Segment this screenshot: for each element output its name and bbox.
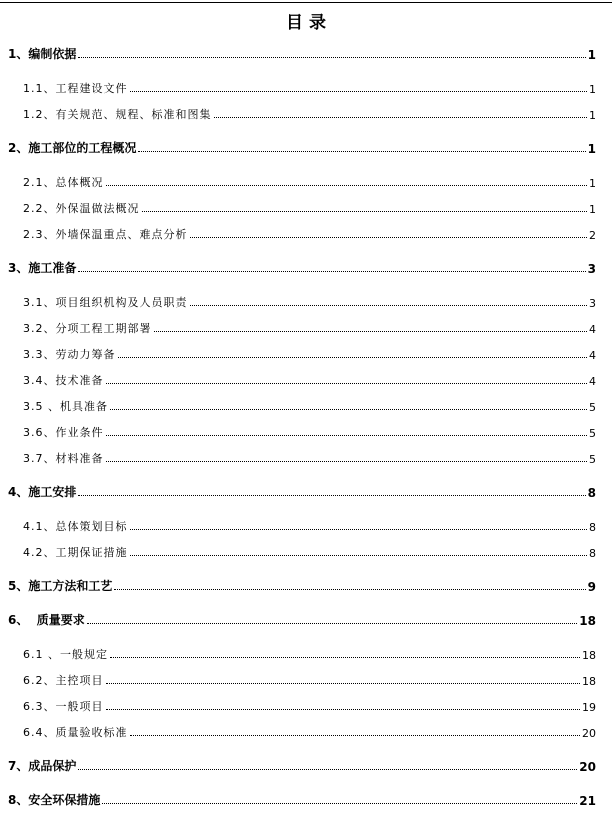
toc-leader-dots xyxy=(78,57,585,58)
toc-entry-label: 2.3、外墙保温重点、难点分析 xyxy=(23,228,188,241)
toc-leader-dots xyxy=(106,185,588,186)
toc-entry-label: 2、施工部位的工程概况 xyxy=(8,141,137,155)
toc-entry-2-2[interactable] xyxy=(23,196,596,216)
toc-entry-label: 3.4、技术准备 xyxy=(23,374,104,387)
toc-entry-page: 2 xyxy=(589,229,596,242)
toc-entry-3-7[interactable] xyxy=(23,446,596,466)
toc-entry-3-3[interactable] xyxy=(23,342,596,362)
toc-leader-dots xyxy=(214,117,588,118)
toc-entry-3-5[interactable] xyxy=(23,394,596,414)
toc-entry-label: 8、安全环保措施 xyxy=(8,793,101,807)
toc-entry-page: 9 xyxy=(587,580,596,594)
toc-leader-dots xyxy=(78,495,585,496)
toc-entry-2-3[interactable] xyxy=(23,222,596,242)
toc-entry-label: 4、施工安排 xyxy=(8,485,77,499)
toc-entry-3-1[interactable] xyxy=(23,290,596,310)
toc-leader-dots xyxy=(78,769,577,770)
toc-entry-page: 18 xyxy=(582,675,596,688)
toc-entry-page: 20 xyxy=(582,727,596,740)
toc-entry-page: 20 xyxy=(579,760,596,774)
toc-entry-2[interactable] xyxy=(8,136,596,156)
toc-entry-4-1[interactable] xyxy=(23,514,596,534)
toc-entry-7[interactable] xyxy=(8,754,596,774)
toc-entry-page: 1 xyxy=(587,142,596,156)
toc-leader-dots xyxy=(78,271,585,272)
toc-entry-6-3[interactable] xyxy=(23,694,596,714)
toc-leader-dots xyxy=(130,735,581,736)
toc-entry-6-4[interactable] xyxy=(23,720,596,740)
toc-entry-label: 6、 质量要求 xyxy=(8,613,85,627)
toc-leader-dots xyxy=(130,529,588,530)
toc-title: 目 录 xyxy=(286,13,326,33)
toc-leader-dots xyxy=(106,683,581,684)
toc-entry-page: 18 xyxy=(579,614,596,628)
toc-entry-label: 2.2、外保温做法概况 xyxy=(23,202,140,215)
toc-entry-page: 3 xyxy=(587,262,596,276)
toc-entry-page: 3 xyxy=(589,297,596,310)
toc-entry-1-2[interactable] xyxy=(23,102,596,122)
toc-entry-label: 4.2、工期保证措施 xyxy=(23,546,128,559)
toc-leader-dots xyxy=(102,803,577,804)
toc-leader-dots xyxy=(87,623,578,624)
toc-leader-dots xyxy=(114,589,585,590)
toc-entry-label: 3.7、材料准备 xyxy=(23,452,104,465)
toc-entry-3[interactable] xyxy=(8,256,596,276)
toc-leader-dots xyxy=(130,91,588,92)
toc-entry-page: 1 xyxy=(589,109,596,122)
toc-entry-label: 6.4、质量验收标准 xyxy=(23,726,128,739)
toc-entry-6-2[interactable] xyxy=(23,668,596,688)
toc-leader-dots xyxy=(106,709,581,710)
toc-entry-page: 1 xyxy=(587,48,596,62)
toc-entry-label: 6.1 、一般规定 xyxy=(23,648,108,661)
toc-entry-8[interactable] xyxy=(8,788,596,808)
toc-entry-label: 2.1、总体概况 xyxy=(23,176,104,189)
toc-entry-page: 18 xyxy=(582,649,596,662)
toc-entry-3-6[interactable] xyxy=(23,420,596,440)
toc-entry-page: 4 xyxy=(589,323,596,336)
toc-entry-label: 4.1、总体策划目标 xyxy=(23,520,128,533)
toc-entry-4[interactable] xyxy=(8,480,596,500)
toc-leader-dots xyxy=(106,435,588,436)
toc-entry-page: 8 xyxy=(589,521,596,534)
toc-entry-page: 5 xyxy=(589,401,596,414)
toc-entry-label: 5、施工方法和工艺 xyxy=(8,579,113,593)
toc-entry-page: 8 xyxy=(587,486,596,500)
toc-entry-page: 4 xyxy=(589,375,596,388)
toc-entry-5[interactable] xyxy=(8,574,596,594)
toc-entry-2-1[interactable] xyxy=(23,170,596,190)
toc-leader-dots xyxy=(142,211,588,212)
toc-entry-6-1[interactable] xyxy=(23,642,596,662)
toc-leader-dots xyxy=(190,237,588,238)
toc-entry-label: 7、成品保护 xyxy=(8,759,77,773)
toc-entry-label: 3.3、劳动力筹备 xyxy=(23,348,116,361)
toc-entry-label: 6.2、主控项目 xyxy=(23,674,104,687)
toc-entry-label: 1.2、有关规范、规程、标准和图集 xyxy=(23,108,212,121)
toc-entry-1-1[interactable] xyxy=(23,76,596,96)
toc-entry-label: 1.1、工程建设文件 xyxy=(23,82,128,95)
toc-leader-dots xyxy=(118,357,588,358)
toc-leader-dots xyxy=(106,461,588,462)
toc-entry-3-4[interactable] xyxy=(23,368,596,388)
toc-entry-4-2[interactable] xyxy=(23,540,596,560)
toc-entry-page: 5 xyxy=(589,453,596,466)
toc-entry-page: 8 xyxy=(589,547,596,560)
toc-entry-label: 6.3、一般项目 xyxy=(23,700,104,713)
toc-leader-dots xyxy=(106,383,588,384)
toc-entry-page: 19 xyxy=(582,701,596,714)
toc-entry-label: 3、施工准备 xyxy=(8,261,77,275)
toc-leader-dots xyxy=(154,331,588,332)
toc-leader-dots xyxy=(130,555,588,556)
toc-entry-page: 1 xyxy=(589,177,596,190)
toc-entry-page: 5 xyxy=(589,427,596,440)
toc-entry-label: 3.1、项目组织机构及人员职责 xyxy=(23,296,188,309)
toc-leader-dots xyxy=(110,409,587,410)
toc-entry-label: 1、编制依据 xyxy=(8,47,77,61)
toc-entry-page: 4 xyxy=(589,349,596,362)
toc-entry-6[interactable] xyxy=(8,608,596,628)
toc-entry-page: 1 xyxy=(589,203,596,216)
toc-entry-label: 3.5 、机具准备 xyxy=(23,400,108,413)
top-rule xyxy=(0,2,612,3)
toc-leader-dots xyxy=(110,657,580,658)
toc-entry-3-2[interactable] xyxy=(23,316,596,336)
toc-leader-dots xyxy=(138,151,585,152)
toc-entry-label: 3.2、分项工程工期部署 xyxy=(23,322,152,335)
toc-entry-label: 3.6、作业条件 xyxy=(23,426,104,439)
toc-entry-page: 1 xyxy=(589,83,596,96)
toc-entry-1[interactable] xyxy=(8,42,596,62)
toc-entry-page: 21 xyxy=(579,794,596,808)
toc-leader-dots xyxy=(190,305,588,306)
